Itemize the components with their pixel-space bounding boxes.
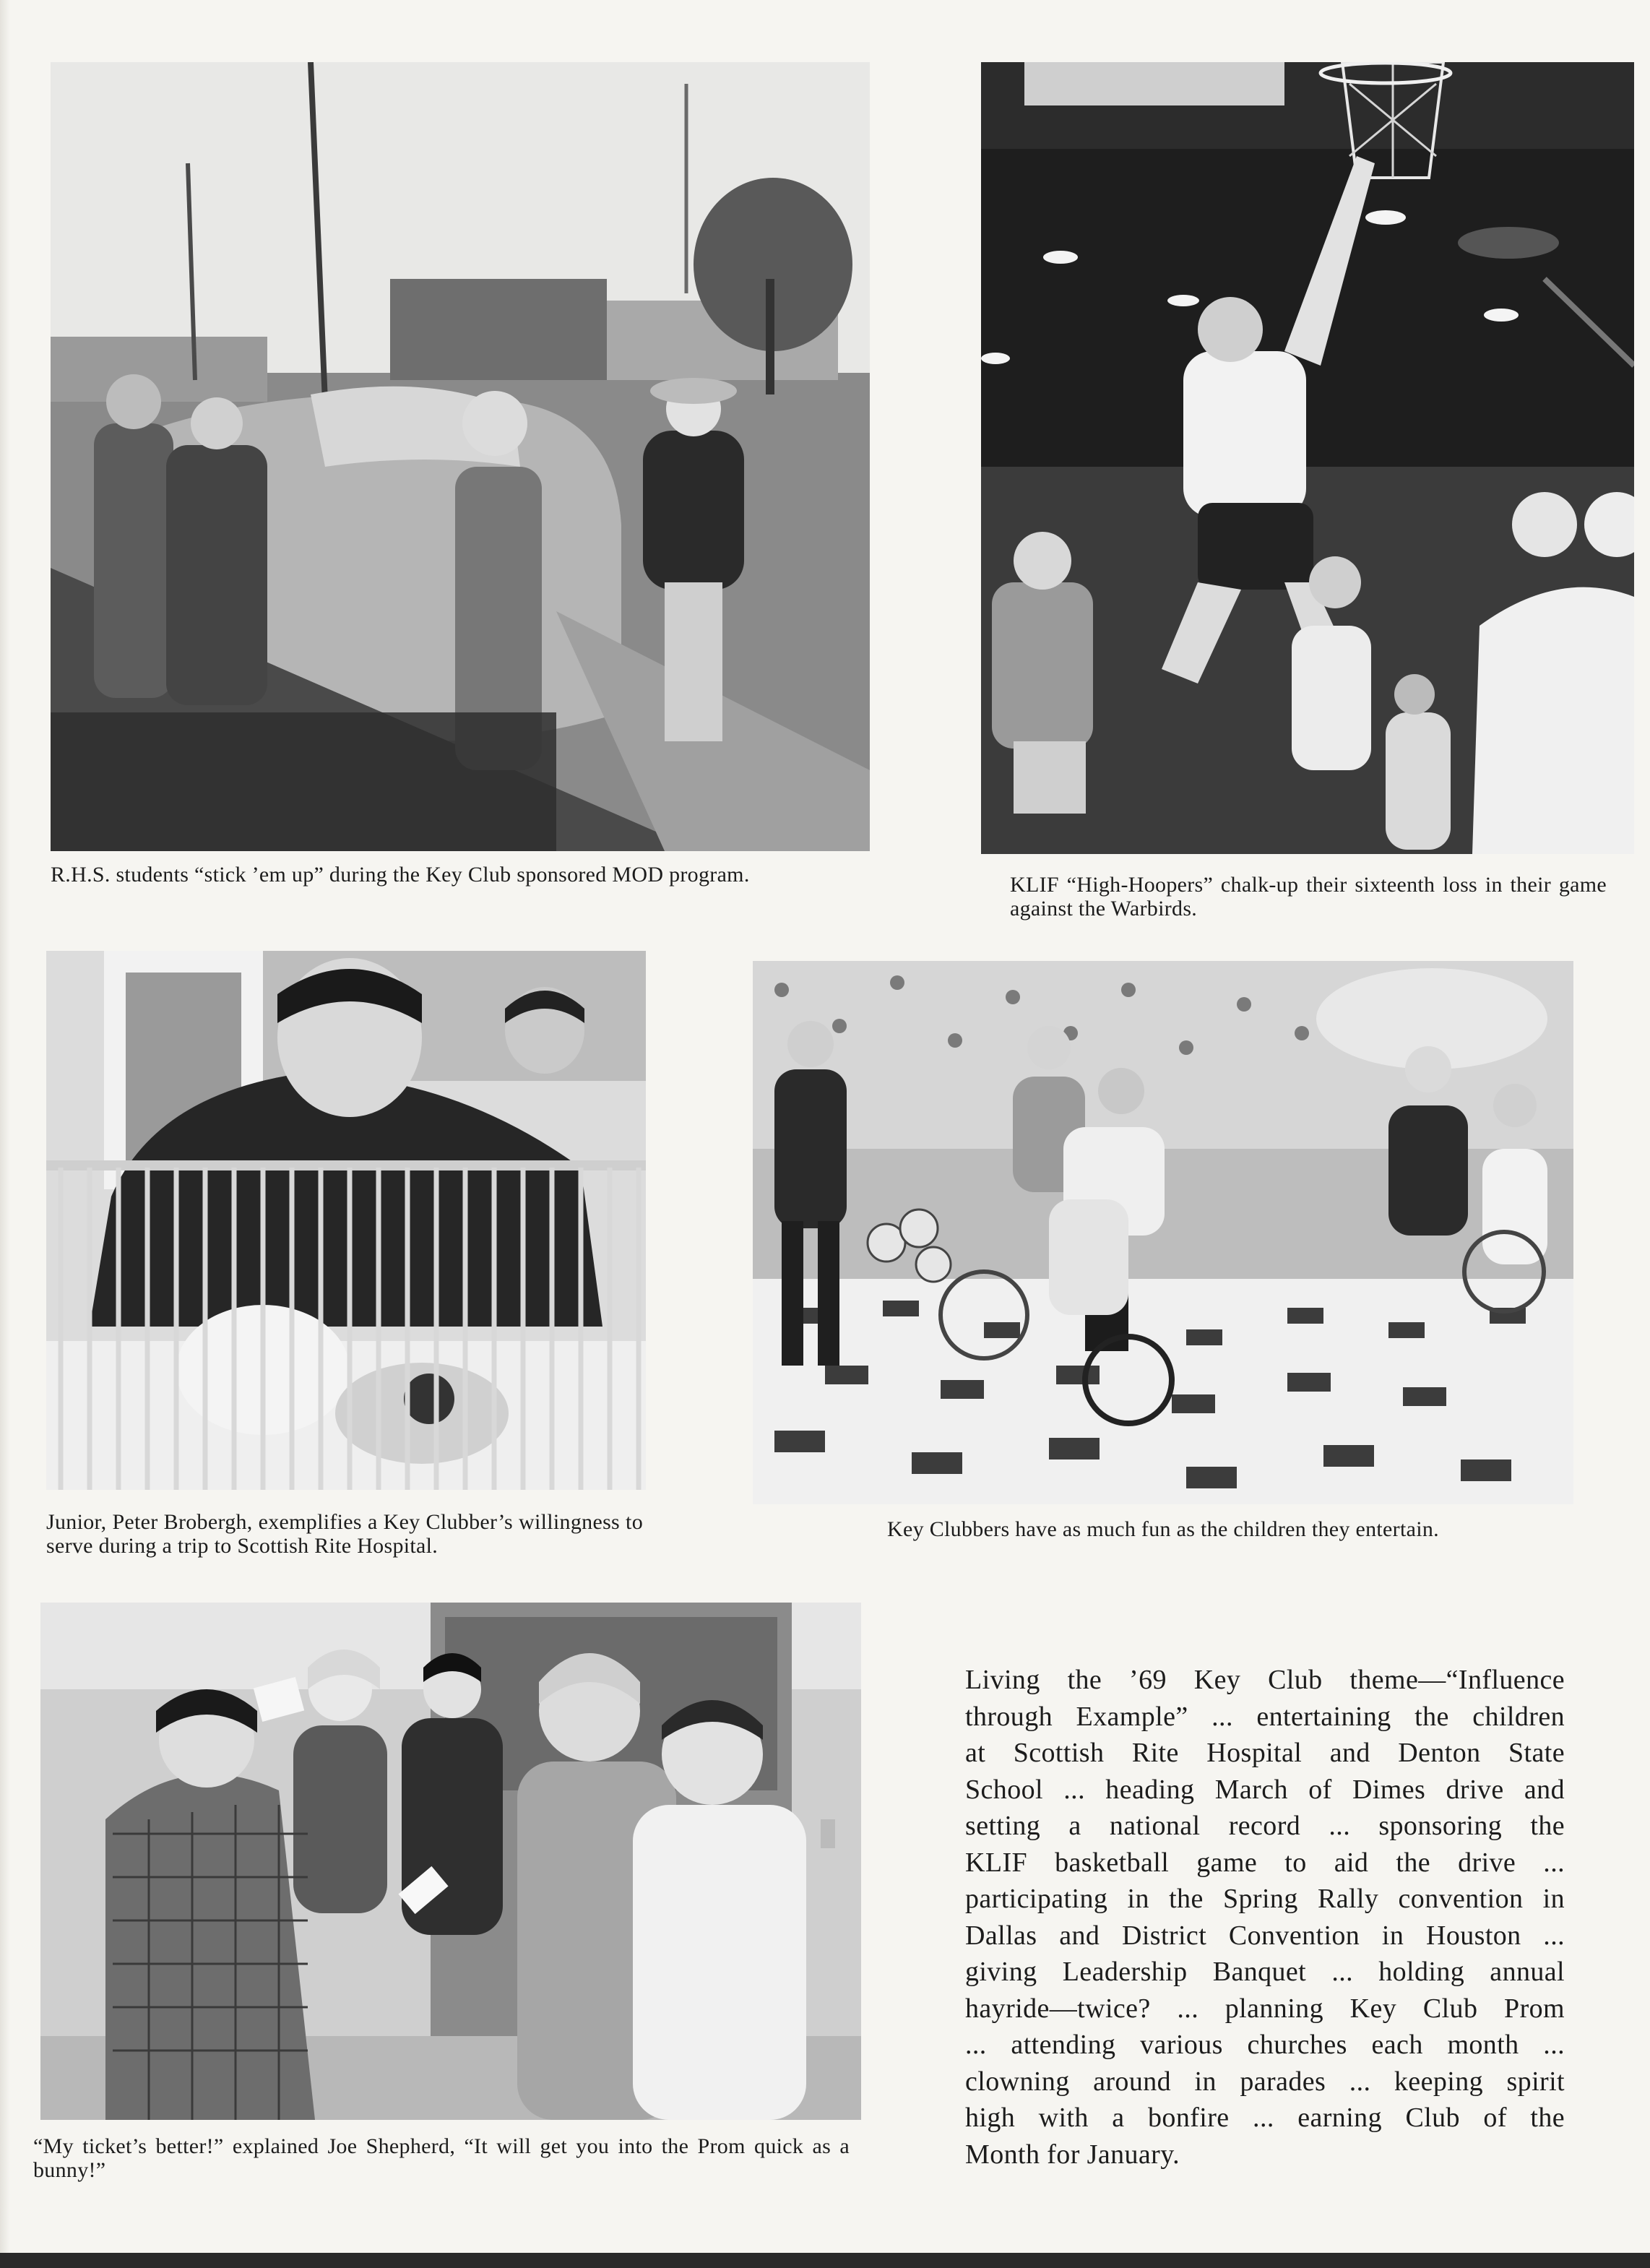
page-bottom-edge [0,2253,1650,2268]
text-line: Living the ’69 Key Club theme—“Influence [965,1665,1565,1695]
text-line: participating in the Spring Rally convention in [965,1884,1565,1914]
text-line: Month for January. [965,2139,1180,2170]
caption-prom-tickets: “My ticket’s better!” explained Joe Shepherd, “It will get you into the Prom quick as a bunny!” [33,2134,850,2182]
text-line: KLIF basketball game to aid the drive ... [965,1847,1565,1878]
text-line: Dallas and District Convention in Houston ... [965,1920,1565,1951]
caption-hospital-entertainment: Key Clubbers have as much fun as the children they entertain. [887,1517,1439,1541]
text-line: clowning around in parades ... keeping spirit [965,2066,1565,2097]
text-line: hayride—twice? ... planning Key Club Prom [965,1993,1565,2024]
page-binding-edge [0,0,10,2268]
text-line: School ... heading March of Dimes drive and [965,1774,1565,1805]
caption-klif-basketball: KLIF “High-Hoopers” chalk-up their sixteenth loss in their game against the Warbirds. [1010,873,1607,920]
photo-prom-tickets [40,1603,861,2120]
key-club-activities-text [965,1662,1565,2173]
text-line: giving Leadership Banquet ... holding annual [965,1957,1565,1987]
text-line: setting a national record ... sponsoring the [965,1811,1565,1841]
photo-hospital-entertainment [753,961,1573,1504]
photo-mod-program-street [51,62,870,851]
photo-klif-basketball-game [981,62,1634,854]
photo-hospital-crib [46,951,646,1490]
caption-mod-program: R.H.S. students “stick ’em up” during the Key Club sponsored MOD program. [51,863,750,887]
text-line: through Example” ... entertaining the children [965,1701,1565,1732]
text-line: ... attending various churches each month ... [965,2030,1565,2060]
text-line: at Scottish Rite Hospital and Denton State [965,1738,1565,1768]
caption-hospital-crib: Junior, Peter Brobergh, exemplifies a Key Clubber’s willingness to serve during a trip to Scottish Rite Hospital. [46,1510,643,1558]
text-line: high with a bonfire ... earning Club of the [965,2103,1565,2133]
